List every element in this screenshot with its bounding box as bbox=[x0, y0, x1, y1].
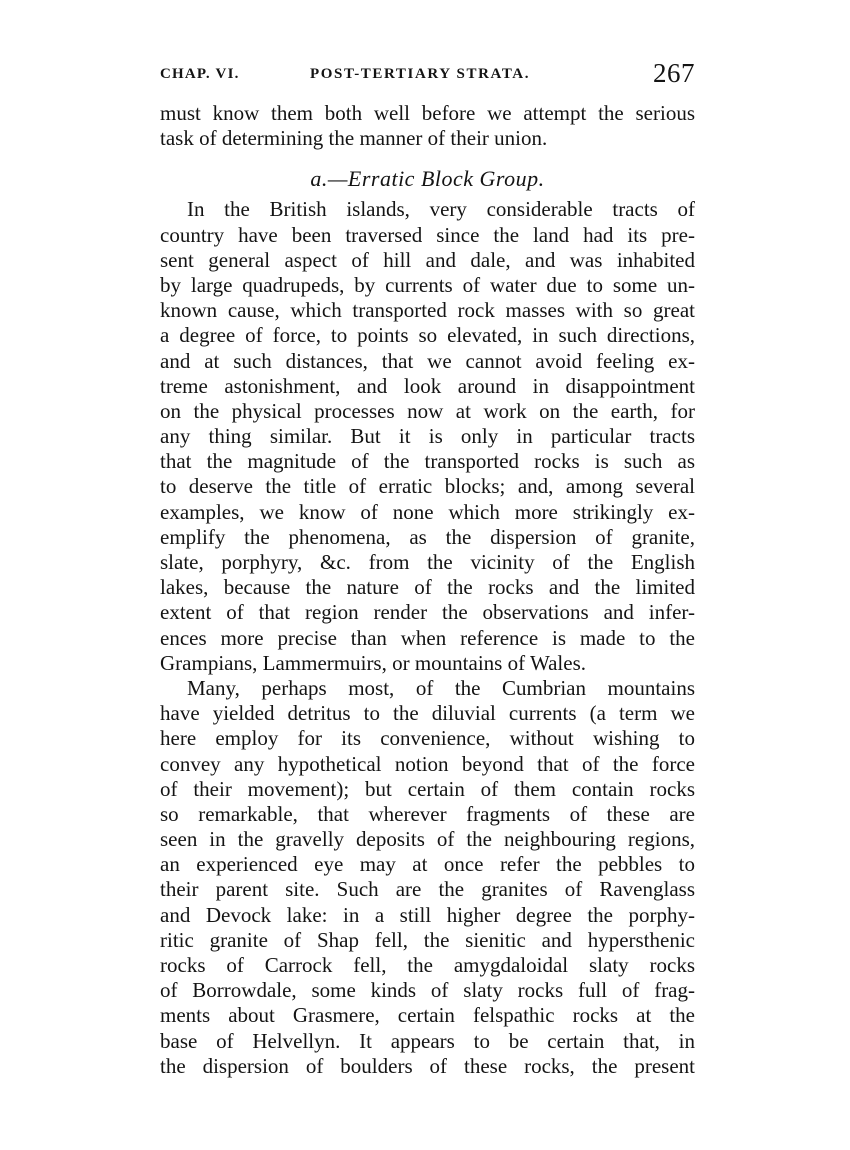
text-line: so remarkable, that wherever fragments of these are bbox=[160, 801, 695, 826]
text-line: sent general aspect of hill and dale, and was inhabited bbox=[160, 247, 695, 272]
text-line: of Borrowdale, some kinds of slaty rocks full of frag- bbox=[160, 978, 695, 1003]
text-line: the dispersion of boulders of these rocks, the present bbox=[160, 1053, 695, 1078]
text-line: treme astonishment, and look around in disappointment bbox=[160, 373, 695, 398]
page-number: 267 bbox=[653, 58, 695, 88]
text-line: seen in the gravelly deposits of the neighbouring regions, bbox=[160, 827, 695, 852]
text-line: ments about Grasmere, certain felspathic rocks at the bbox=[160, 1003, 695, 1028]
text-line: extent of that region render the observations and infer- bbox=[160, 600, 695, 625]
text-line: here employ for its convenience, without wishing to bbox=[160, 726, 695, 751]
section-heading: a.—Erratic Block Group. bbox=[310, 166, 545, 192]
text-line: to deserve the title of erratic blocks; and, among several bbox=[160, 474, 695, 499]
text-line: task of determining the manner of their union. bbox=[160, 126, 548, 151]
text-line: by large quadrupeds, by currents of water due to some un- bbox=[160, 272, 695, 297]
text-line: of their movement); but certain of them contain rocks bbox=[160, 776, 695, 801]
text-line: must know them both well before we attempt the serious bbox=[160, 101, 695, 125]
text-line: In the British islands, very considerable tracts of bbox=[187, 197, 695, 222]
running-title: POST-TERTIARY STRATA. bbox=[310, 66, 531, 82]
body-text bbox=[160, 101, 695, 1079]
text-line: that the magnitude of the transported rocks is such as bbox=[160, 449, 695, 474]
text-line: ences more precise than when reference is made to the bbox=[160, 625, 695, 650]
text-line: ritic granite of Shap fell, the sienitic and hypersthenic bbox=[160, 927, 695, 952]
text-line: and Devock lake: in a still higher degree the porphy- bbox=[160, 902, 695, 927]
text-line: slate, porphyry, &c. from the vicinity of the English bbox=[160, 550, 695, 574]
text-line: a degree of force, to points so elevated, in such directions, bbox=[160, 323, 695, 348]
text-line: Grampians, Lammermuirs, or mountains of Wales. bbox=[160, 650, 586, 675]
text-line: their parent site. Such are the granites of Ravenglass bbox=[160, 877, 695, 902]
text-line: convey any hypothetical notion beyond that of the force bbox=[160, 751, 695, 776]
text-line: have yielded detritus to the diluvial currents (a term we bbox=[160, 701, 695, 726]
text-line: any thing similar. But it is only in particular tracts bbox=[160, 424, 695, 449]
text-line: country have been traversed since the land had its pre- bbox=[160, 222, 695, 247]
text-line: examples, we know of none which more strikingly ex- bbox=[160, 499, 695, 524]
text-line: and at such distances, that we cannot avoid feeling ex- bbox=[160, 348, 695, 373]
running-head bbox=[160, 60, 695, 94]
text-line: known cause, which transported rock masses with so great bbox=[160, 298, 695, 323]
text-line: an experienced eye may at once refer the pebbles to bbox=[160, 852, 695, 877]
text-line: lakes, because the nature of the rocks and the limited bbox=[160, 575, 695, 600]
text-line: rocks of Carrock fell, the amygdaloidal slaty rocks bbox=[160, 953, 695, 977]
chapter-label: CHAP. VI. bbox=[160, 66, 240, 82]
paragraph-cumbrian-mountains bbox=[160, 676, 695, 1079]
text-line: Many, perhaps most, of the Cumbrian mountains bbox=[187, 675, 695, 700]
text-line: on the physical processes now at work on the earth, for bbox=[160, 398, 695, 423]
text-line: emplify the phenomena, as the dispersion of granite, bbox=[160, 524, 695, 549]
intro-paragraph bbox=[160, 101, 695, 151]
paragraph-erratic-blocks bbox=[160, 197, 695, 676]
text-line: base of Helvellyn. It appears to be certain that, in bbox=[160, 1028, 695, 1053]
